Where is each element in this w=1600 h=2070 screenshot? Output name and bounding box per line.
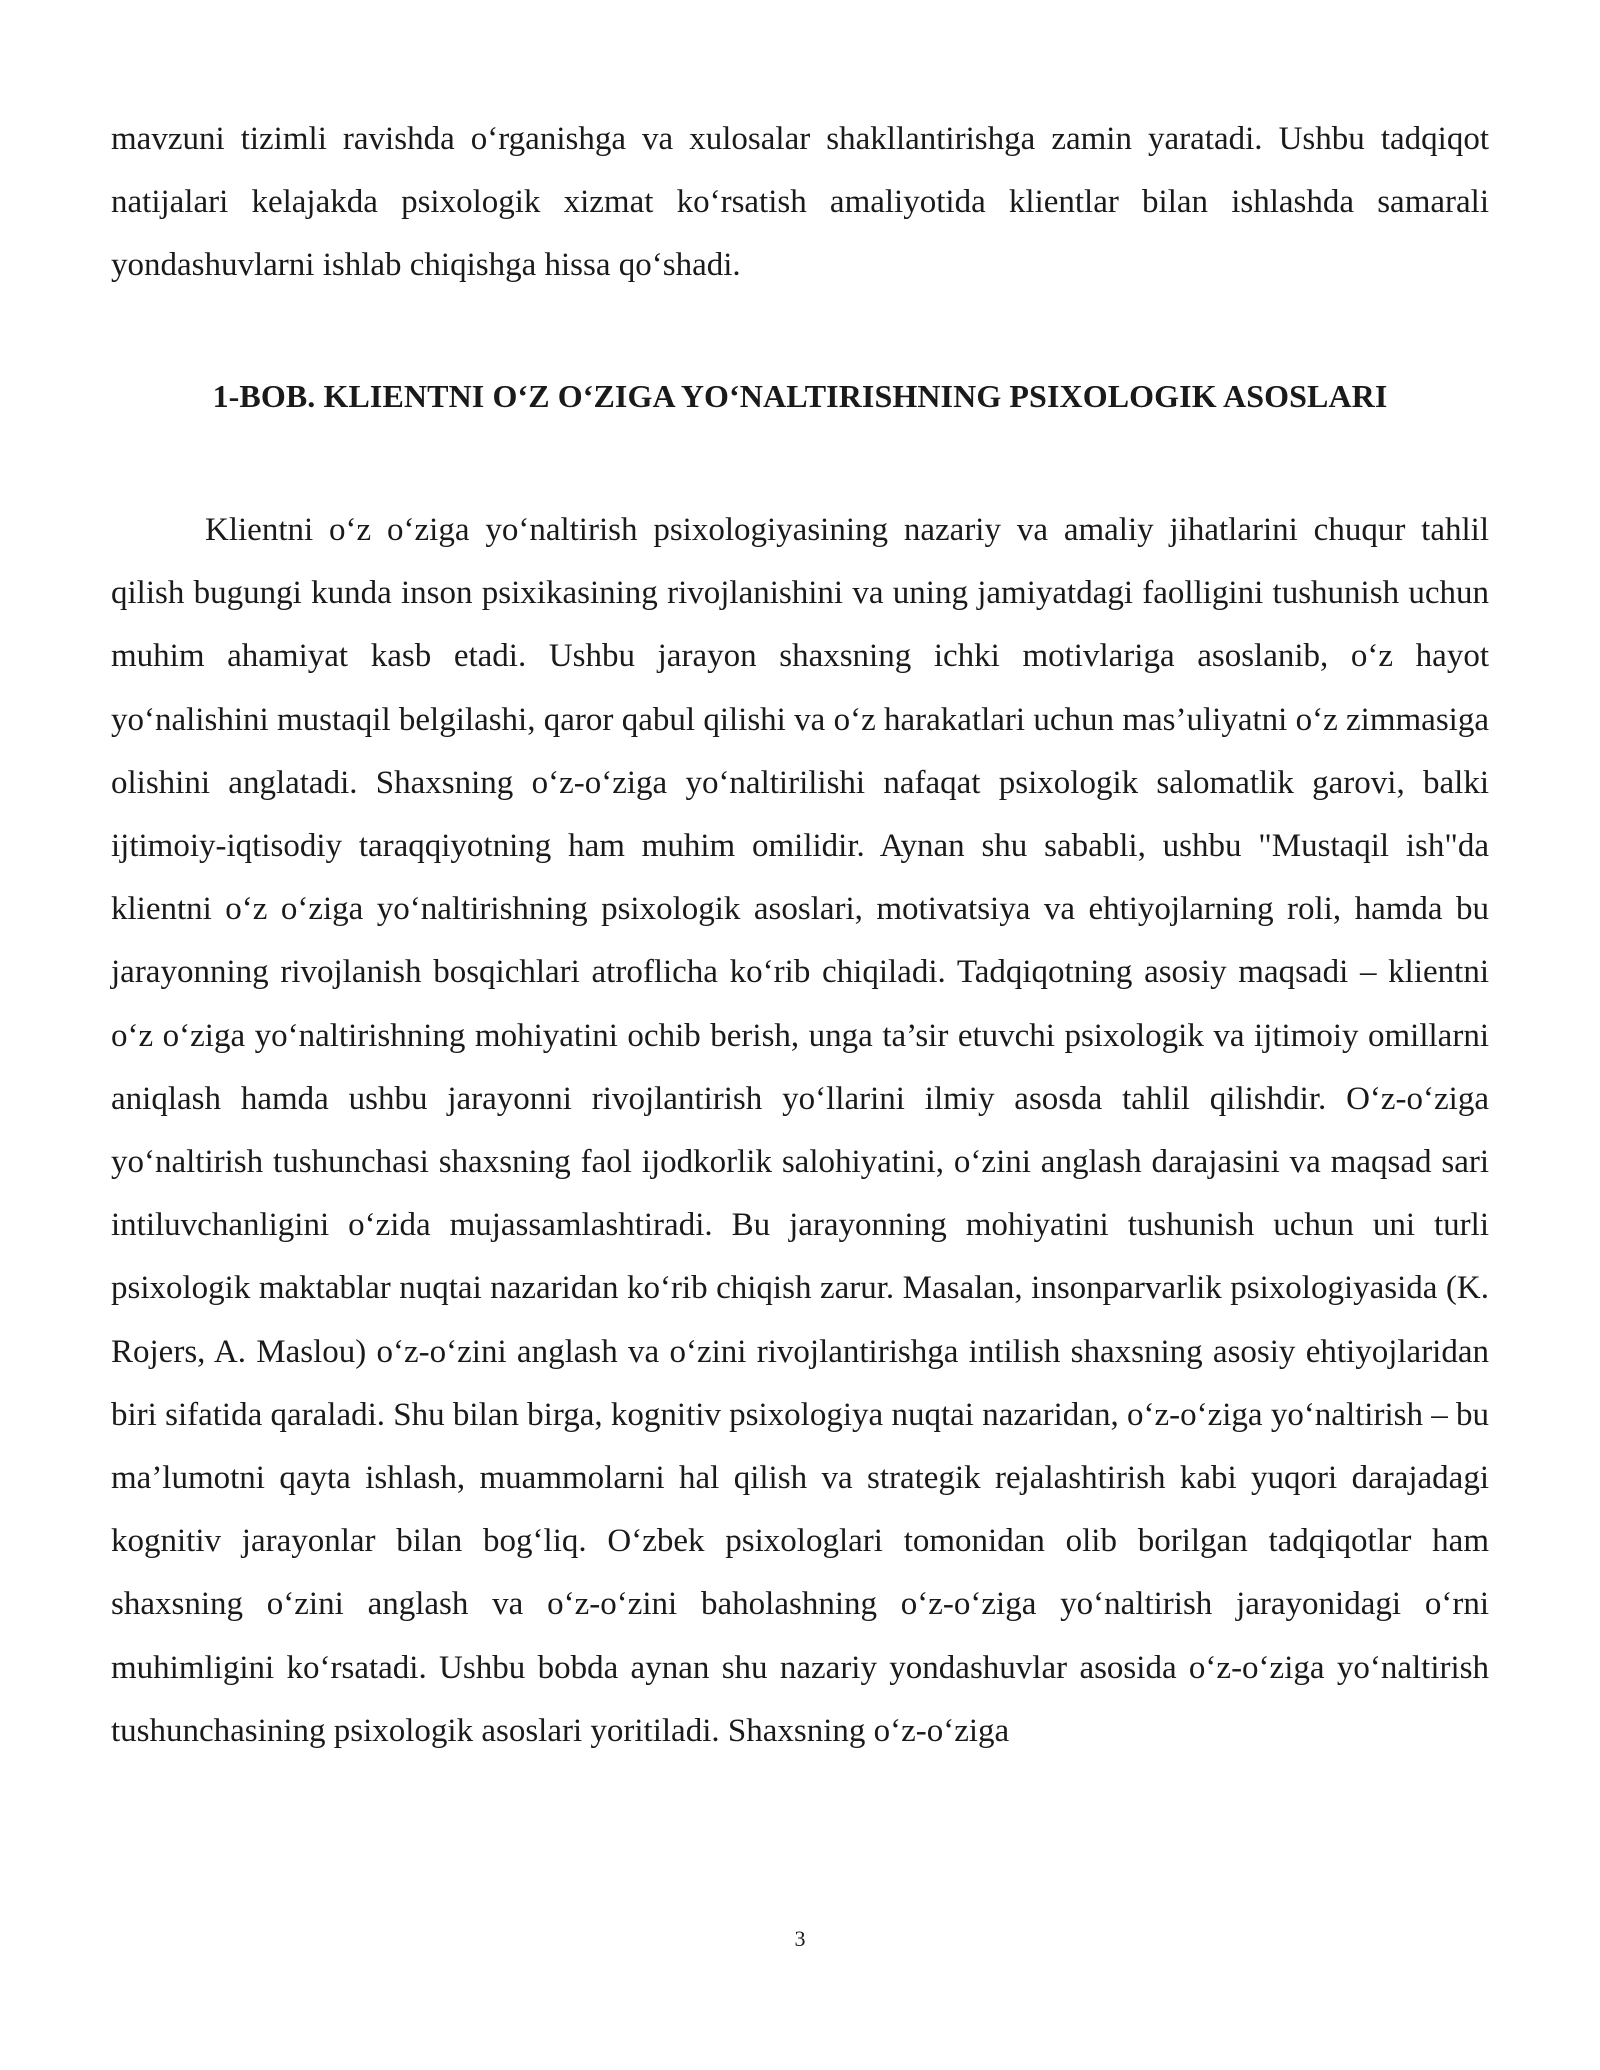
intro-paragraph: mavzuni tizimli ravishda o‘rganishga va xulosalar shakllantirishga zamin yaratadi. Ushbu tadqiqot natijalari kelajakda psixologik xizmat ko‘rsatish amaliyotida klientlar bilan ishlashda samarali yondashuvlarni ishlab chiqishga hissa qo‘shadi. xyxy=(111,121,1489,284)
body-paragraph: Klientni o‘z o‘ziga yo‘naltirish psixologiyasining nazariy va amaliy jihatlarini chuqur tahlil qilish bugungi kunda inson psixikasining rivojlanishini va uning jamiyatdagi faolligini tushunish uchun muhim ahamiyat kasb etadi. Ushbu jarayon shaxsning ichki motivlariga asoslanib, o‘z hayot yo‘nalishini mustaqil belgilashi, qaror qabul qilishi va o‘z harakatlari uchun mas’uliyatni o‘z zimmasiga olishini anglatadi. Shaxsning o‘z-o‘ziga yo‘naltirilishi nafaqat psixologik salomatlik garovi, balki ijtimoiy-iqtisodiy taraqqiyotning ham muhim omilidir. Aynan shu sababli, ushbu "Mustaqil ish"da klientni o‘z o‘ziga yo‘naltirishning psixologik asoslari, motivatsiya va ehtiyojlarning roli, hamda bu jarayonning rivojlanish bosqichlari atroflicha ko‘rib chiqiladi. Tadqiqotning asosiy maqsadi – klientni o‘z o‘ziga yo‘naltirishning mohiyatini ochib berish, unga ta’sir etuvchi psixologik va ijtimoiy omillarni aniqlash hamda ushbu jarayonni rivojlantirish yo‘llarini ilmiy asosda tahlil qilishdir. O‘z-o‘ziga yo‘naltirish tushunchasi shaxsning faol ijodkorlik salohiyatini, o‘zini anglash darajasini va maqsad sari intiluvchanligini o‘zida mujassamlashtiradi. Bu jarayonning mohiyatini tushunish uchun uni turli psixologik maktablar nuqtai nazaridan ko‘rib chiqish zarur. Masalan, insonparvarlik psixologiyasida (K. Rojers, A. Maslou) o‘z-o‘zini anglash va o‘zini rivojlantirishga intilish shaxsning asosiy ehtiyojlaridan biri sifatida qaraladi. Shu bilan birga, kognitiv psixologiya nuqtai nazaridan, o‘z-o‘ziga yo‘naltirish – bu ma’lumotni qayta ishlash, muammolarni hal qilish va strategik rejalashtirish kabi yuqori darajadagi kognitiv jarayonlar bilan bog‘liq. O‘zbek psixologlari tomonidan olib borilgan tadqiqotlar ham shaxsning o‘zini anglash va o‘z-o‘zini baholashning o‘z-o‘ziga yo‘naltirish jarayonidagi o‘rni muhimligini ko‘rsatadi. Ushbu bobda aynan shu nazariy yondashuvlar asosida o‘z-o‘ziga yo‘naltirish tushunchasining psixologik asoslari yoritiladi. Shaxsning o‘z-o‘ziga xyxy=(111,512,1489,1749)
chapter-heading: 1-BOB. KLIENTNI O‘Z O‘ZIGA YO‘NALTIRISHNING PSIXOLOGIK ASOSLARI xyxy=(212,378,1388,414)
page-number: 3 xyxy=(794,1926,806,1951)
